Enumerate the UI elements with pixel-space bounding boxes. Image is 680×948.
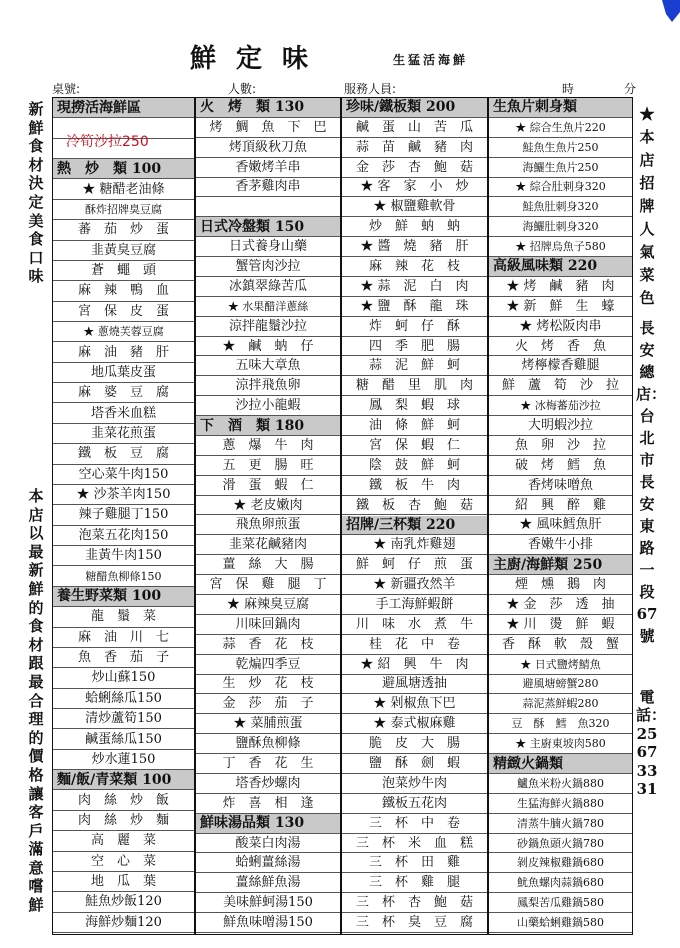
server-field: 服務人員:	[344, 82, 397, 96]
menu-item: 麻 辣 鴨 血	[53, 281, 194, 301]
menu-item: 蒜 苗 鹹 豬 肉	[342, 138, 487, 158]
menu-item: 桂 花 中 卷	[342, 635, 487, 655]
menu-item: 肉 絲 炒 飯	[53, 790, 194, 810]
minute-field: 分	[624, 82, 637, 96]
menu-item: 鮭魚炒飯120	[53, 892, 194, 912]
menu-item: 蔥 爆 牛 肉	[196, 436, 340, 456]
menu-item: 蒜 泥 鮮 蚵	[342, 356, 487, 376]
menu-item: ★ 紹 興 牛 肉	[342, 655, 487, 675]
menu-item: ★ 水果醋洋蔥絲	[196, 297, 340, 317]
menu-item: 川味回鍋肉	[196, 615, 340, 635]
menu-item: 蒜 香 花 枝	[196, 635, 340, 655]
category-header: 熱 炒 類 100	[53, 159, 194, 179]
menu-item: 糖 醋 里 肌 肉	[342, 376, 487, 396]
menu-item: 麻 婆 豆 腐	[53, 383, 194, 403]
hour-field: 時	[562, 82, 575, 96]
menu-item: 五味大章魚	[196, 356, 340, 376]
menu-item: ★ 菜脯煎蛋	[196, 714, 340, 734]
menu-item: 炒水蓮150	[53, 750, 194, 770]
category-header: 火 烤 類 130	[196, 98, 340, 118]
menu-item: 泡菜炒牛肉	[342, 774, 487, 794]
category-header: 生魚片刺身類	[489, 98, 632, 118]
menu-item: 炒 鮮 蚋 蚋	[342, 217, 487, 237]
menu-item: 麻 油 川 七	[53, 628, 194, 648]
category-header: 下 酒 類 180	[196, 416, 340, 436]
menu-item: 鳳梨苦瓜雞鍋580	[489, 893, 632, 913]
menu-item: 蛤蜊薑絲湯	[196, 853, 340, 873]
menu-item: ★ 綜合肚刺身320	[489, 178, 632, 198]
menu-item: 煙 燻 鵝 肉	[489, 575, 632, 595]
menu-item: 避風塘透抽	[342, 675, 487, 695]
menu-item: 龍 鬚 菜	[53, 607, 194, 627]
menu-item: 韭黃牛肉150	[53, 546, 194, 566]
menu-item: 脆 皮 大 腸	[342, 734, 487, 754]
menu-item: 酸菜白肉湯	[196, 834, 340, 854]
menu-item: 飛魚卵煎蛋	[196, 516, 340, 536]
menu-item: 鐵 板 牛 肉	[342, 476, 487, 496]
menu-item: 生 炒 花 枝	[196, 675, 340, 695]
menu-item: ★ 椒鹽雞軟骨	[342, 197, 487, 217]
menu-item: 沙拉小龍蝦	[196, 396, 340, 416]
menu-item: ★ 蒜 泥 白 肉	[342, 277, 487, 297]
menu-item: 避風塘螃蟹280	[489, 675, 632, 695]
category-header: 鮮味湯品類 130	[196, 814, 340, 834]
menu-item: 鹽 酥 劍 蝦	[342, 754, 487, 774]
menu-item: ★ 客 家 小 炒	[342, 178, 487, 198]
menu-column-1	[52, 97, 195, 935]
menu-item: 塔香炒螺肉	[196, 774, 340, 794]
menu-item: 香嫩烤羊串	[196, 158, 340, 178]
menu-item: ★ 新疆孜然羊	[342, 575, 487, 595]
menu-item: ★ 川 燙 鮮 蝦	[489, 615, 632, 635]
menu-item: 韭菜花煎蛋	[53, 424, 194, 444]
handwritten-special: 冷筍沙拉250	[66, 134, 149, 150]
menu-item: 炸 喜 相 逢	[196, 794, 340, 814]
menu-item: 三 杯 臭 豆 腐	[342, 913, 487, 933]
blank-row	[196, 197, 340, 217]
menu-item: 鹹 蛋 山 苦 瓜	[342, 118, 487, 138]
menu-item: 宮 保 蝦 仁	[342, 436, 487, 456]
menu-item: 四 季 肥 腸	[342, 337, 487, 357]
menu-item: 韭菜花鹹豬肉	[196, 535, 340, 555]
menu-item: 魷魚螺肉蒜鍋680	[489, 873, 632, 893]
menu-item: 生猛海鮮火鍋880	[489, 794, 632, 814]
menu-item: 鳳 梨 蝦 球	[342, 396, 487, 416]
menu-item: ★ 鹽 酥 龍 珠	[342, 297, 487, 317]
menu-item: 蒜泥蒸鮮蝦280	[489, 694, 632, 714]
category-header: 日式冷盤類 150	[196, 217, 340, 237]
menu-item: 宮 保 皮 蛋	[53, 302, 194, 322]
popular-dishes-note: ★本店招牌人氣菜色	[639, 105, 655, 307]
menu-item: 糖醋魚柳條150	[53, 566, 194, 586]
menu-item: 海鮮炒麵120	[53, 913, 194, 933]
menu-item: ★ 鹹 蚋 仔	[196, 337, 340, 357]
menu-item: 鱸魚米粉火鍋880	[489, 774, 632, 794]
menu-item: 塔香米血糕	[53, 403, 194, 423]
menu-item: 剝皮辣椒雞鍋680	[489, 853, 632, 873]
menu-item: 破 烤 鱈 魚	[489, 456, 632, 476]
menu-item: 香烤味噌魚	[489, 476, 632, 496]
menu-item: 鮭魚生魚片250	[489, 138, 632, 158]
menu-item: 涼拌飛魚卵	[196, 376, 340, 396]
menu-item: 薑 絲 大 腸	[196, 555, 340, 575]
menu-item: 火 烤 香 魚	[489, 337, 632, 357]
menu-item: 地 瓜 葉	[53, 872, 194, 892]
menu-item: 清炒蘆筍150	[53, 709, 194, 729]
restaurant-title: 鮮定味	[190, 44, 329, 74]
menu-item: 蒼 蠅 頭	[53, 261, 194, 281]
menu-item: 三 杯 杏 鮑 菇	[342, 893, 487, 913]
menu-item: 三 杯 田 雞	[342, 853, 487, 873]
menu-item: ★ 泰式椒麻雞	[342, 714, 487, 734]
menu-column-3	[341, 97, 488, 935]
menu-item: 宮 保 雞 腿 丁	[196, 575, 340, 595]
menu-item: 大明蝦沙拉	[489, 416, 632, 436]
menu-item: ★ 糖醋老油條	[53, 179, 194, 199]
menu-item: 高 麗 菜	[53, 831, 194, 851]
slogan-best-price: 本店以最新鮮的食材跟最合理的價格讓客戶滿意嚐鮮	[28, 487, 44, 915]
menu-item: 鮮魚味噌湯150	[196, 913, 340, 933]
menu-item: 辣子雞腿丁150	[53, 505, 194, 525]
menu-item: 香茅雞肉串	[196, 178, 340, 198]
menu-item: 金 莎 杏 鮑 菇	[342, 158, 487, 178]
menu-item: 烤檸檬香雞腿	[489, 356, 632, 376]
menu-item: 泡菜五花肉150	[53, 526, 194, 546]
category-header: 高級風味類 220	[489, 257, 632, 277]
menu-item: ★ 烤松阪肉串	[489, 317, 632, 337]
menu-item: ★ 醬 燒 豬 肝	[342, 237, 487, 257]
menu-item: 丁 香 花 生	[196, 754, 340, 774]
menu-item: 三 杯 米 血 糕	[342, 834, 487, 854]
menu-item: 陰 鼓 鮮 蚵	[342, 456, 487, 476]
menu-item: 肉 絲 炒 麵	[53, 811, 194, 831]
category-header: 現撈活海鮮區	[53, 98, 194, 118]
menu-item: 川 味 水 煮 牛	[342, 615, 487, 635]
category-header: 麵/飯/青菜類 100	[53, 770, 194, 790]
menu-column-4	[488, 97, 633, 935]
menu-item: ★ 冰梅蕃茄沙拉	[489, 396, 632, 416]
menu-item: 三 杯 雞 腿	[342, 873, 487, 893]
restaurant-subtitle: 生猛活海鮮	[393, 53, 469, 67]
menu-item: 鐵 板 豆 腐	[53, 444, 194, 464]
menu-item: 蕃 茄 炒 蛋	[53, 220, 194, 240]
menu-item: 油 條 鮮 蚵	[342, 416, 487, 436]
menu-item: 滑 蛋 蝦 仁	[196, 476, 340, 496]
menu-item: 鮭魚肚刺身320	[489, 197, 632, 217]
menu-item: 美味鮮蚵湯150	[196, 893, 340, 913]
menu-item: 鮮 蚵 仔 煎 蛋	[342, 555, 487, 575]
menu-item: 蛤蜊絲瓜150	[53, 689, 194, 709]
menu-item: ★ 招牌烏魚子580	[489, 237, 632, 257]
menu-item: 麻 油 豬 肝	[53, 342, 194, 362]
menu-item: 韭黃臭豆腐	[53, 241, 194, 261]
menu-item: 炒山蘇150	[53, 668, 194, 688]
menu-item: 鐵 板 杏 鮑 菇	[342, 496, 487, 516]
menu-item: 五 更 腸 旺	[196, 456, 340, 476]
menu-item: ★ 新 鮮 生 蠔	[489, 297, 632, 317]
menu-item: ★ 日式鹽烤鯖魚	[489, 655, 632, 675]
menu-item: 酥炸招牌臭豆腐	[53, 200, 194, 220]
menu-item: ★ 蔥燒芙蓉豆腐	[53, 322, 194, 342]
menu-column-2	[195, 97, 341, 935]
people-count-field: 人數:	[228, 82, 257, 96]
menu-item: ★ 主廚東坡肉580	[489, 734, 632, 754]
menu-item: 薑絲鮮魚湯	[196, 873, 340, 893]
menu-item: 清蒸牛腩火鍋780	[489, 814, 632, 834]
menu-item: 鹽酥魚柳條	[196, 734, 340, 754]
table-number-field: 桌號:	[52, 82, 81, 96]
menu-item: 蟹管肉沙拉	[196, 257, 340, 277]
store-address: 長安總店：台北市長安東路一段67號	[636, 319, 667, 645]
menu-item: 砂鍋魚頭火鍋780	[489, 834, 632, 854]
category-header: 養生野菜類 100	[53, 587, 194, 607]
menu-item: ★ 沙茶羊肉150	[53, 485, 194, 505]
menu-item: ★ 麻辣臭豆腐	[196, 595, 340, 615]
category-header: 主廚/海鮮類 250	[489, 555, 632, 575]
menu-item: ★ 南乳炸雞翅	[342, 535, 487, 555]
menu-item: 海鱺肚刺身320	[489, 217, 632, 237]
menu-item: 冰鎮翠綠苦瓜	[196, 277, 340, 297]
store-phone: 電話：25673331	[636, 688, 667, 799]
menu-item: 涼拌龍鬚沙拉	[196, 317, 340, 337]
menu-item: ★ 風味鱈魚肝	[489, 516, 632, 536]
menu-item: 烤 鯛 魚 下 巴	[196, 118, 340, 138]
menu-item: 乾煸四季豆	[196, 655, 340, 675]
menu-item: 鮮 蘆 筍 沙 拉	[489, 376, 632, 396]
menu-item: 空心菜牛肉150	[53, 465, 194, 485]
menu-item: ★ 老皮嫩肉	[196, 496, 340, 516]
menu-item: 空 心 菜	[53, 852, 194, 872]
slogan-fresh-ingredients: 新鮮食材決定美食口味	[28, 100, 44, 286]
menu-item: 山藥蛤蜊雞鍋580	[489, 913, 632, 933]
menu-item: 海鱺生魚片250	[489, 158, 632, 178]
category-header: 招牌/三杯類 220	[342, 516, 487, 536]
menu-item: ★ 剁椒魚下巴	[342, 694, 487, 714]
menu-item: 紹 興 醉 雞	[489, 496, 632, 516]
menu-item: 地瓜葉皮蛋	[53, 363, 194, 383]
menu-item: ★ 金 莎 透 抽	[489, 595, 632, 615]
menu-item: 鐵板五花肉	[342, 794, 487, 814]
menu-item: 麻 辣 花 枝	[342, 257, 487, 277]
menu-item: 三 杯 中 卷	[342, 814, 487, 834]
menu-item: 烤頂級秋刀魚	[196, 138, 340, 158]
corner-ink-mark	[652, 0, 680, 22]
menu-item: ★ 烤 鹹 豬 肉	[489, 277, 632, 297]
menu-item: 金 莎 茄 子	[196, 694, 340, 714]
category-header: 精緻火鍋類	[489, 754, 632, 774]
menu-item: 豆 酥 鱈 魚320	[489, 714, 632, 734]
menu-item: 鹹蛋絲瓜150	[53, 729, 194, 749]
menu-item: 香 酥 軟 殼 蟹	[489, 635, 632, 655]
menu-item: 炸 蚵 仔 酥	[342, 317, 487, 337]
menu-item: 手工海鮮蝦餅	[342, 595, 487, 615]
menu-item: 魚 香 茄 子	[53, 648, 194, 668]
category-header: 珍味/鐵板類 200	[342, 98, 487, 118]
menu-item: 香嫩牛小排	[489, 535, 632, 555]
menu-item: 日式養身山藥	[196, 237, 340, 257]
menu-item: ★ 綜合生魚片220	[489, 118, 632, 138]
menu-item: 魚 卵 沙 拉	[489, 436, 632, 456]
